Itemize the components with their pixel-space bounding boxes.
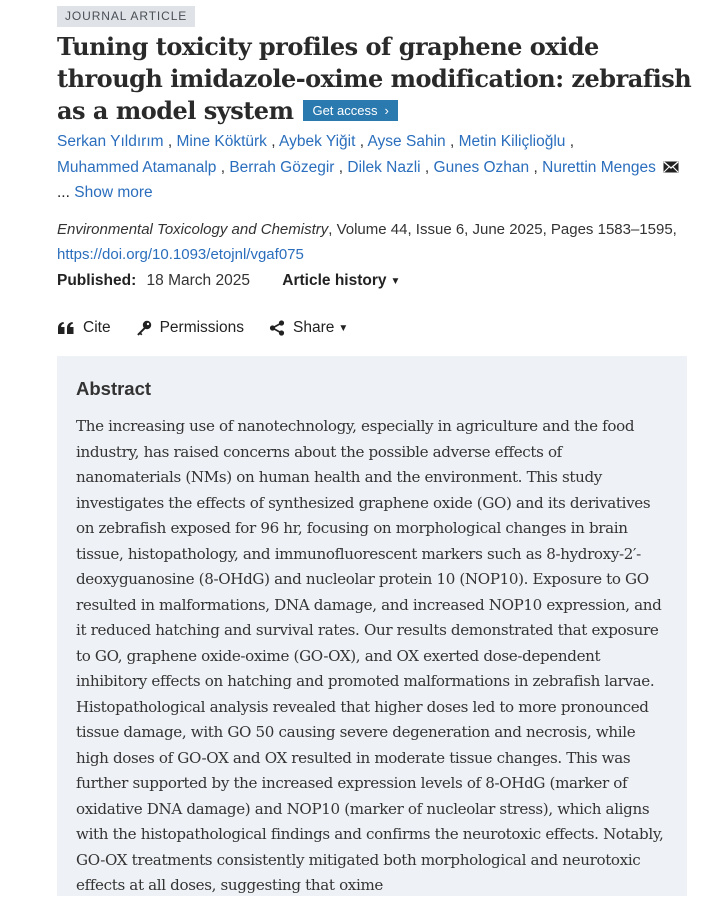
author-separator: , [220, 159, 226, 176]
author-link[interactable]: Gunes Ozhan [433, 159, 530, 176]
author-link[interactable]: Nurettin Menges [542, 159, 656, 176]
share-label: Share [293, 319, 335, 336]
quote-icon [57, 321, 75, 335]
citation-details: , Volume 44, Issue 6, June 2025, Pages 1583–1595, [328, 221, 677, 238]
chevron-right-icon: › [384, 103, 389, 118]
abstract-heading: Abstract [76, 378, 152, 399]
author-separator: , [533, 159, 538, 176]
article-toolbar [57, 316, 373, 340]
share-icon [269, 320, 285, 336]
journal-name: Environmental Toxicology and Chemistry [57, 221, 329, 238]
show-more-row [57, 181, 153, 205]
abstract-text: The increasing use of nanotechnology, especially in agriculture and the food industry, has raised concerns about the possible adverse effects of nanomaterials (NMs) on human health and the environment. This study investigates the effects of synthesized graphene oxide (GO) and its derivatives on zebrafish exposed for 96 hr, focusing on morphological changes in brain tissue, histopathology, and immunofluorescent markers such as 8-hydroxy-2′-deoxyguanosine (8-OHdG) and nucleolar protein 10 (NOP10). Exposure to GO resulted in malformations, DNA damage, and increased NOP10 expression, and it reduced hatching and survival rates. Our results demonstrated that exposure to GO, graphene oxide-oxime (GO-OX), and OX exerted dose-dependent inhibitory effects on hatching and promoted malformations in zebrafish larvae. Histopathological analysis revealed that higher doses led to more pronounced tissue damage, with GO 50 causing severe degeneration and necrosis, while high doses of GO-OX and OX resulted in moderate tissue changes. This was further supported by the increased expression levels of 8-OHdG (marker of oxidative DNA damage) and NOP10 (marker of nucleolar stress), which aligns with the histopathological findings and confirms the neurotoxic effects. Notably, GO-OX treatments consistently mitigated both morphological and neurotoxic effects at all doses, suggesting that oxime [76, 417, 664, 894]
show-more-link[interactable]: Show more [74, 184, 153, 201]
article-type-badge: JOURNAL ARTICLE [57, 6, 195, 27]
permissions-label: Permissions [159, 319, 244, 336]
caret-down-icon: ▼ [338, 322, 349, 334]
author-link[interactable]: Berrah Gözegir [229, 159, 335, 176]
author-separator: , [424, 159, 430, 176]
author-link[interactable]: Ayse Sahin [367, 133, 446, 150]
get-access-button[interactable] [303, 100, 397, 121]
cite-label: Cite [83, 319, 111, 336]
article-title-text: Tuning toxicity profiles of graphene oxide through imidazole-oxime modification: zebrafish as a model system [57, 32, 692, 125]
author-link[interactable]: Mine Köktürk [176, 133, 267, 150]
published-label: Published: [57, 272, 137, 289]
published-row [57, 269, 400, 294]
author-separator: , [359, 133, 365, 150]
article-history-label: Article history [282, 272, 387, 289]
citation [57, 217, 677, 267]
key-icon [136, 320, 152, 336]
author-separator: , [167, 133, 173, 150]
envelope-icon[interactable] [663, 161, 679, 173]
author-separator: , [338, 159, 344, 176]
ellipsis: ... [57, 184, 70, 201]
doi-link[interactable]: https://doi.org/10.1093/etojnl/vgaf075 [57, 246, 304, 263]
author-separator: , [449, 133, 455, 150]
permissions-button[interactable] [136, 319, 244, 337]
author-separator: , [271, 133, 276, 150]
cite-button[interactable] [57, 319, 111, 337]
article-history-dropdown[interactable] [282, 272, 400, 289]
author-link[interactable]: Muhammed Atamanalp [57, 159, 217, 176]
share-dropdown[interactable] [269, 319, 348, 337]
author-link[interactable]: Serkan Yıldırım [57, 133, 164, 150]
article-title [57, 31, 697, 127]
caret-down-icon: ▼ [390, 276, 401, 287]
author-link[interactable]: Metin Kiliçlioğlu [458, 133, 566, 150]
author-link[interactable]: Aybek Yiğit [279, 133, 356, 150]
author-link[interactable]: Dilek Nazli [347, 159, 421, 176]
author-separator: , [569, 133, 575, 150]
author-list [57, 129, 697, 181]
published-date: 18 March 2025 [146, 272, 250, 289]
get-access-label: Get access [312, 103, 378, 118]
abstract-section [57, 356, 687, 896]
